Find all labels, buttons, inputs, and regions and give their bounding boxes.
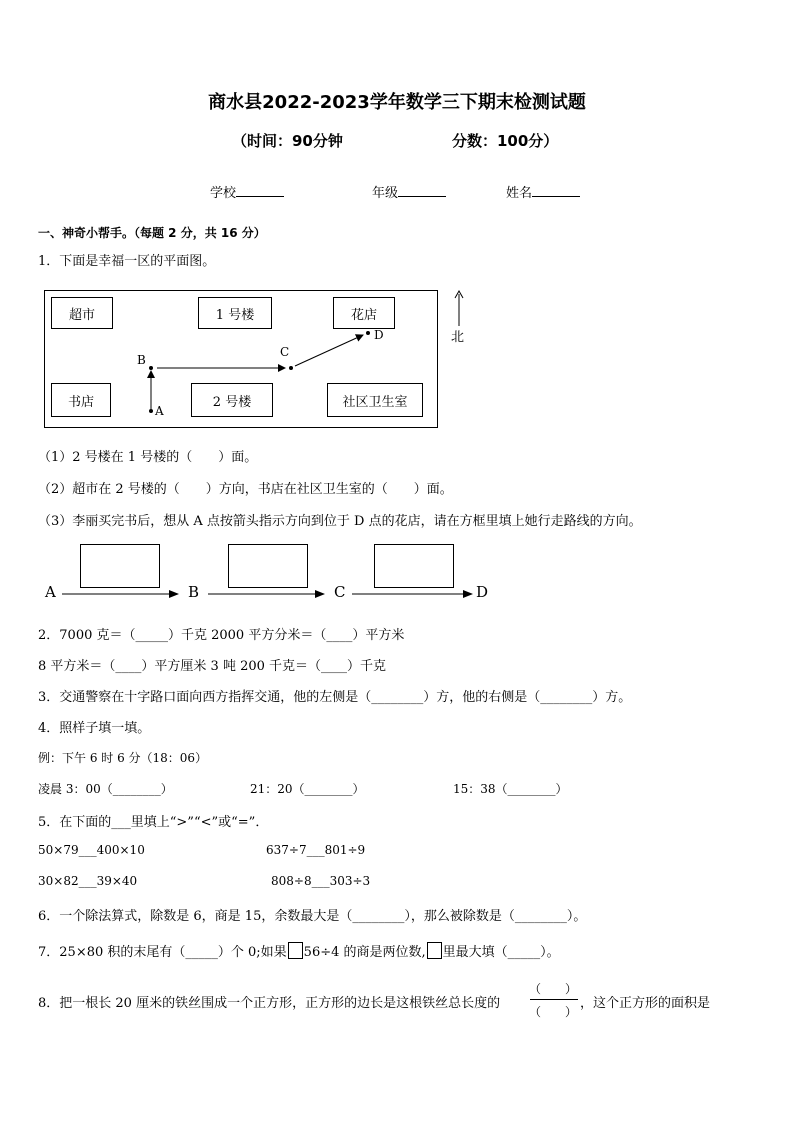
question-7-part-3: 里最大填（_____）。 (442, 945, 560, 960)
blank-square-1[interactable] (288, 942, 303, 959)
question-1-part-2: （2）超市在 2 号楼的（ ）方向，书店在社区卫生室的（ ）面。 (38, 482, 453, 497)
name-label: 姓名 (506, 186, 533, 201)
route-b: B (188, 583, 200, 601)
fraction-bar (530, 999, 578, 1000)
school-field[interactable] (210, 182, 284, 201)
point-a: A (155, 404, 164, 418)
grade-field[interactable] (372, 182, 446, 201)
question-8-part-1: 8．把一根长 20 厘米的铁丝围成一个正方形，正方形的边长是这根铁丝总长度的 (38, 996, 501, 1011)
route-arrows (40, 540, 500, 606)
question-3: 3．交通警察在十字路口面向西方指挥交通，他的左侧是（________）方，他的右侧是（________）方。 (38, 690, 632, 705)
question-7-part-2: 56÷4 的商是两位数, (303, 945, 426, 960)
school-label: 学校 (210, 186, 237, 201)
blank-square-2[interactable] (427, 942, 442, 959)
question-5-item-1: 50×79___400×10 (38, 843, 145, 857)
route-a: A (45, 583, 56, 601)
north-label: 北 (451, 330, 465, 345)
map-building-2: 2 号楼 (191, 383, 273, 417)
question-4-example: 例：下午 6 时 6 分（18：06） (38, 751, 208, 765)
question-6: 6．一个除法算式，除数是 6，商是 15，余数最大是（________），那么被除数是（________）。 (38, 909, 587, 924)
point-d: D (374, 328, 384, 342)
page-title: 商水县2022-2023学年数学三下期末检测试题 (208, 92, 586, 113)
question-7-part-1: 7．25×80 积的末尾有（_____）个 0;如果 (38, 945, 287, 960)
question-1-part-1: （1）2 号楼在 1 号楼的（ ）面。 (38, 450, 258, 465)
grade-label: 年级 (372, 186, 399, 201)
question-5-item-2: 637÷7___801÷9 (266, 843, 366, 857)
question-8-part-2: ，这个正方形的面积是 (580, 996, 711, 1011)
question-4-item-1: 凌晨 3：00（________） (38, 782, 173, 796)
route-c: C (334, 583, 346, 601)
fraction-denominator[interactable]: （ ） (528, 1005, 577, 1019)
route-d: D (476, 583, 489, 601)
map-route-arrows (45, 291, 437, 427)
point-b: B (137, 353, 146, 367)
question-7 (38, 941, 560, 960)
question-2-line-2: 8 平方米＝（____）平方厘米 3 吨 200 千克＝（____）千克 (38, 659, 387, 674)
question-5-item-3: 30×82___39×40 (38, 874, 138, 888)
map-building-1: 1 号楼 (198, 297, 272, 329)
map-bookstore: 书店 (51, 383, 111, 417)
map-flower-shop: 花店 (333, 297, 395, 329)
question-1-part-3: （3）李丽买完书后，想从 A 点按箭头指示方向到位于 D 点的花店，请在方框里填上她行走路线的方向。 (38, 514, 642, 529)
question-2-line-1: 2．7000 克＝（_____）千克 2000 平方分米＝（____）平方米 (38, 628, 405, 643)
point-c: C (280, 345, 290, 359)
name-field[interactable] (506, 182, 580, 201)
question-5-item-4: 808÷8___303÷3 (271, 874, 371, 888)
fraction-numerator[interactable]: （ ） (528, 982, 577, 996)
route-diagram (40, 540, 500, 606)
score-label: 分数：100分） (452, 132, 559, 150)
time-label: （时间：90分钟 (232, 132, 343, 150)
map-supermarket: 超市 (51, 297, 113, 329)
question-1-title: 1．下面是幸福一区的平面图。 (38, 254, 216, 269)
question-4-item-3: 15：38（________） (453, 782, 568, 796)
question-4-title: 4．照样子填一填。 (38, 721, 151, 736)
question-5-title: 5．在下面的___里填上“>”“<”或“=”． (38, 815, 269, 830)
north-arrow-icon (450, 290, 470, 330)
section-heading: 一、神奇小帮手。（每题 2 分，共 16 分） (38, 226, 266, 240)
map-clinic: 社区卫生室 (327, 383, 423, 417)
neighborhood-map (44, 290, 438, 428)
question-4-item-2: 21：20（________） (250, 782, 365, 796)
